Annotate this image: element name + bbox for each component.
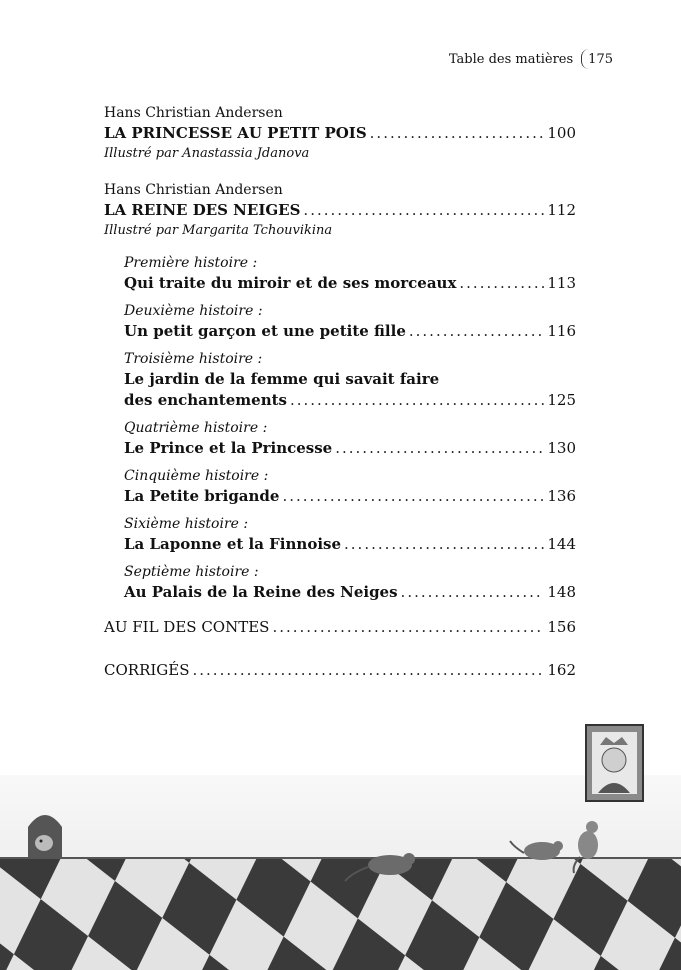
chapter-5 [124,467,576,507]
page-ref: 148 [547,583,576,601]
chapter-1 [124,254,576,294]
page-ref: 130 [547,439,576,457]
toc-entry[interactable] [124,486,576,507]
toc-story-princesse [104,104,576,163]
running-header [449,48,613,70]
chapter-label: Troisième histoire : [124,351,263,367]
chapter-title: Le Prince et la Princesse [124,439,333,457]
page-ref: 113 [547,274,576,292]
chapter-title: La Laponne et la Finnoise [124,535,342,553]
leader-dots [303,200,544,221]
toc-story-reine [104,181,576,240]
page-ref: 112 [547,201,576,219]
page-ref: 136 [547,487,576,505]
chapter-4 [124,419,576,459]
leader-dots [344,534,544,555]
leader-dots [193,660,545,681]
toc-entry[interactable] [124,438,576,459]
page-ref: 100 [547,124,576,142]
chapter-label: Deuxième histoire : [124,303,263,319]
chapter-title: Au Palais de la Reine des Neiges [124,583,398,601]
chapter-6 [124,515,576,555]
chapter-2 [124,302,576,342]
story-author: Hans Christian Andersen [104,105,283,121]
leader-dots [370,123,545,144]
toc-extras [104,617,576,681]
section-title: Table des matières [448,51,574,67]
portrait-frame-icon [586,725,643,801]
chapter-3 [124,350,576,411]
section-title: AU FIL DES CONTES [104,618,270,636]
leader-dots [459,273,544,294]
chapter-title: des enchantements [124,391,287,409]
toc-entry[interactable] [124,321,576,342]
leader-dots [272,617,544,638]
toc-entry[interactable] [124,582,576,603]
checkered-floor [0,858,681,970]
chapter-title: La Petite brigande [124,487,280,505]
toc-entry[interactable] [104,123,576,144]
leader-dots [335,438,544,459]
mouse-hole-icon [28,815,62,860]
table-of-contents [104,104,576,703]
wall-fade [0,715,681,845]
chapter-label: Sixième histoire : [124,516,249,532]
chapter-label: Cinquième histoire : [124,468,269,484]
toc-entry[interactable] [124,273,576,294]
chapter-title: Un petit garçon et une petite fille [124,322,406,340]
page-number: 175 [581,49,613,69]
story-title: LA PRINCESSE AU PETIT POIS [104,124,367,142]
page-ref: 144 [547,535,576,553]
page-ref: 162 [547,661,576,679]
toc-entry[interactable] [104,200,576,221]
chapter-title: Qui traite du miroir et de ses morceaux [124,274,457,292]
toc-entry-contes[interactable] [104,617,576,638]
leader-dots [401,582,545,603]
chapter-label: Quatrième histoire : [124,420,268,436]
chapter-label: Septième histoire : [124,564,259,580]
leader-dots [409,321,544,342]
illustration-mice-checkered-floor [0,715,681,970]
section-title: CORRIGÉS [104,661,190,679]
toc-entry-corriges[interactable] [104,660,576,681]
toc-entry[interactable] [124,534,576,555]
chapter-7 [124,563,576,603]
chapter-title-line1: Le jardin de la femme qui savait faire [124,370,440,388]
story-author: Hans Christian Andersen [104,182,283,198]
story-illustrator: Illustré par Anastassia Jdanova [104,146,310,161]
page-ref: 156 [547,618,576,636]
chapter-label: Première histoire : [124,255,258,271]
leader-dots [282,486,544,507]
story-title: LA REINE DES NEIGES [104,201,301,219]
story-illustrator: Illustré par Margarita Tchouvikina [104,223,333,238]
leader-dots [290,390,544,411]
page-ref: 116 [547,322,576,340]
page-ref: 125 [547,391,576,409]
toc-entry[interactable] [124,390,576,411]
